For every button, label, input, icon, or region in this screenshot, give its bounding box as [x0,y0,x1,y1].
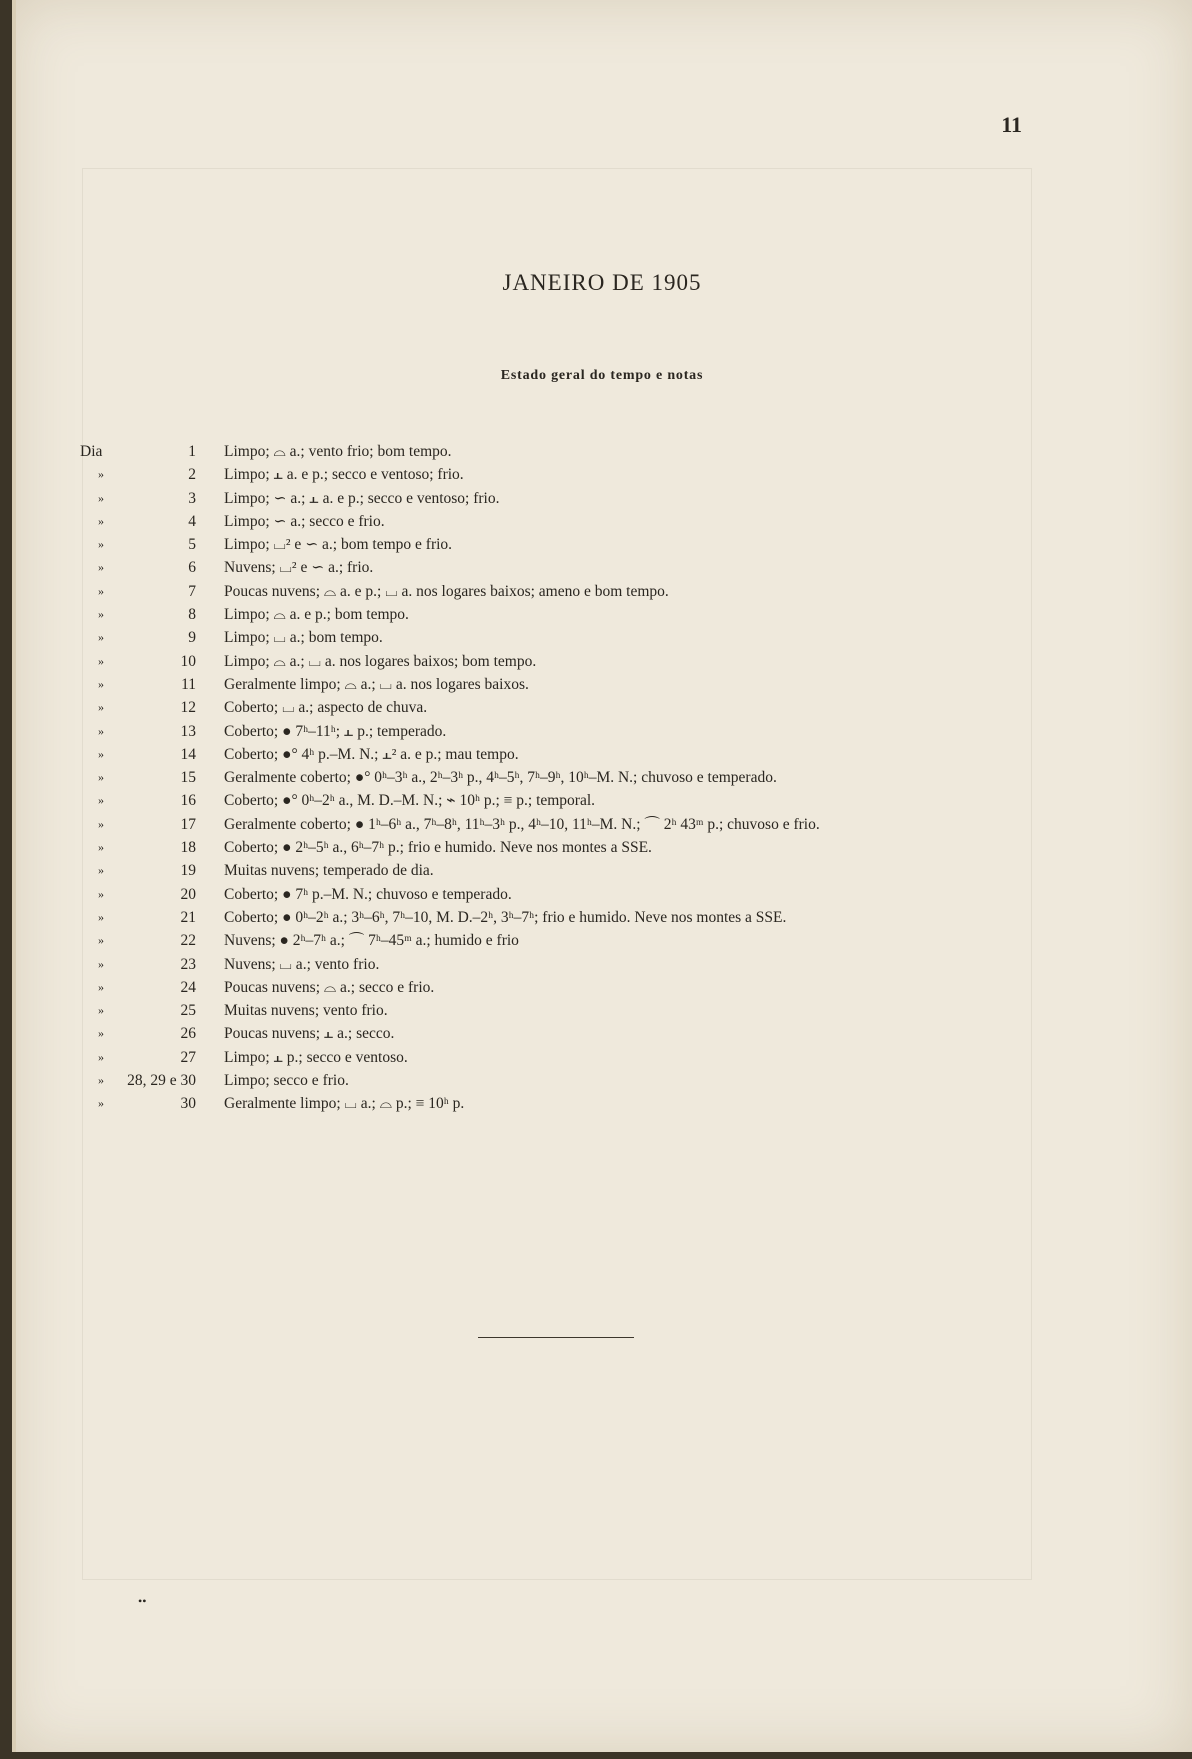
day-number: 8 [188,606,196,624]
day-number: 15 [180,769,196,787]
weather-note: Geralmente coberto; ● 1ʰ–6ʰ a., 7ʰ–8ʰ, 11ʰ–3ʰ p., 4ʰ–10, 11ʰ–M. N.; ⌒ 2ʰ 43ᵐ p.; chuvoso e frio. [224,815,820,833]
stray-dots: •• [138,1594,147,1608]
weather-note: Muitas nuvens; vento frio. [224,1002,388,1020]
ditto-mark: » [98,560,104,575]
list-item [12,976,1192,999]
list-item [12,789,1192,812]
weather-note: Coberto; ⌴ a.; aspecto de chuva. [224,699,428,717]
list-item [12,673,1192,696]
day-number: 19 [180,862,196,880]
weather-note: Limpo; ⫠ p.; secco e ventoso. [224,1048,408,1066]
day-number: 4 [188,512,196,530]
day-number: 9 [188,629,196,647]
list-item [12,859,1192,882]
entries-list [12,440,1192,1116]
ditto-mark: » [98,793,104,808]
weather-note: Coberto; ● 2ʰ–5ʰ a., 6ʰ–7ʰ p.; frio e humido. Neve nos montes a SSE. [224,839,652,857]
weather-note: Coberto; ●° 0ʰ–2ʰ a., M. D.–M. N.; ⌁ 10ʰ p.; ≡ p.; temporal. [224,792,596,810]
ditto-mark: » [98,863,104,878]
weather-note: Limpo; ⌴ a.; bom tempo. [224,629,383,647]
ditto-mark: » [98,630,104,645]
weather-note: Muitas nuvens; temperado de dia. [224,862,434,880]
list-item [12,743,1192,766]
day-number: 2 [188,466,196,484]
weather-note: Limpo; ⌓ a.; ⌴ a. nos logares baixos; bom tempo. [224,652,537,670]
list-item [12,650,1192,673]
day-number: 16 [180,792,196,810]
ditto-mark: » [98,676,104,691]
day-number: 10 [180,652,196,670]
list-item [12,626,1192,649]
day-number: 18 [180,839,196,857]
day-number: 3 [188,489,196,507]
list-item [12,999,1192,1022]
ditto-mark: » [98,933,104,948]
ditto-mark: » [98,583,104,598]
page-number: 11 [1001,112,1022,137]
list-item [12,440,1192,463]
ditto-mark: » [98,840,104,855]
ditto-mark: » [98,1096,104,1111]
list-item [12,1069,1192,1092]
list-item [12,696,1192,719]
day-number: 23 [180,955,196,973]
weather-note: Coberto; ● 0ʰ–2ʰ a.; 3ʰ–6ʰ, 7ʰ–10, M. D.–2ʰ, 3ʰ–7ʰ; frio e humido. Neve nos montes a SSE. [224,908,787,926]
ditto-mark: » [98,770,104,785]
weather-note: Limpo; ⫠ a. e p.; secco e ventoso; frio. [224,466,464,484]
weather-note: Nuvens; ● 2ʰ–7ʰ a.; ⌒ 7ʰ–45ᵐ a.; humido e frio [224,932,519,950]
list-item [12,463,1192,486]
ditto-mark: » [98,723,104,738]
ditto-mark: » [98,1049,104,1064]
list-item [12,603,1192,626]
list-item [12,836,1192,859]
list-item [12,720,1192,743]
weather-note: Limpo; ⌴² e ∽ a.; bom tempo e frio. [224,536,453,554]
weather-note: Limpo; secco e frio. [224,1072,349,1090]
list-item [12,813,1192,836]
weather-note: Nuvens; ⌴² e ∽ a.; frio. [224,559,374,577]
day-number: 6 [188,559,196,577]
list-item [12,1092,1192,1115]
ditto-mark: » [98,537,104,552]
ditto-mark: » [98,956,104,971]
weather-note: Geralmente limpo; ⌓ a.; ⌴ a. nos logares baixos. [224,675,529,693]
weather-note: Coberto; ●° 4ʰ p.–M. N.; ⫠² a. e p.; mau tempo. [224,745,519,763]
weather-note: Geralmente limpo; ⌴ a.; ⌓ p.; ≡ 10ʰ p. [224,1095,465,1113]
weather-note: Limpo; ⌓ a. e p.; bom tempo. [224,606,409,624]
day-number: 7 [188,582,196,600]
list-item [12,533,1192,556]
list-item [12,580,1192,603]
day-number: 22 [180,932,196,950]
weather-note: Poucas nuvens; ⫠ a.; secco. [224,1025,395,1043]
ditto-mark: » [98,700,104,715]
weather-note: Geralmente coberto; ●° 0ʰ–3ʰ a., 2ʰ–3ʰ p., 4ʰ–5ʰ, 7ʰ–9ʰ, 10ʰ–M. N.; chuvoso e temperado. [224,769,777,787]
ditto-mark: » [98,886,104,901]
day-number: 27 [180,1048,196,1066]
weather-note: Coberto; ● 7ʰ p.–M. N.; chuvoso e temperado. [224,885,512,903]
page-title: JANEIRO DE 1905 [502,270,702,295]
ditto-mark: » [98,467,104,482]
day-number: 24 [180,978,196,996]
list-item [12,1046,1192,1069]
weather-note: Limpo; ∽ a.; secco e frio. [224,512,385,530]
day-number: 26 [180,1025,196,1043]
day-number: 30 [180,1095,196,1113]
list-item [12,766,1192,789]
weather-note: Limpo; ⌓ a.; vento frio; bom tempo. [224,443,452,460]
ditto-mark: » [98,1003,104,1018]
dia-label: Dia [80,443,103,460]
weather-note: Limpo; ∽ a.; ⫠ a. e p.; secco e ventoso; frio. [224,489,500,507]
day-number: 12 [180,699,196,717]
ditto-mark: » [98,746,104,761]
document-page [12,0,1192,1752]
day-number: 17 [180,815,196,833]
list-item [12,487,1192,510]
day-number: 11 [181,675,196,693]
list-item [12,906,1192,929]
list-item [12,883,1192,906]
day-number: 13 [180,722,196,740]
day-number: 21 [180,908,196,926]
ditto-mark: » [98,909,104,924]
list-item [12,510,1192,533]
closing-rule [478,1337,634,1338]
day-number: 25 [180,1002,196,1020]
day-number: 5 [188,536,196,554]
list-item [12,929,1192,952]
ditto-mark: » [98,1073,104,1088]
ditto-mark: » [98,1026,104,1041]
list-item [12,1022,1192,1045]
weather-note: Nuvens; ⌴ a.; vento frio. [224,955,380,973]
day-number: 1 [188,443,196,460]
ditto-mark: » [98,979,104,994]
day-number: 28, 29 e 30 [127,1072,196,1090]
weather-note: Poucas nuvens; ⌓ a. e p.; ⌴ a. nos logares baixos; ameno e bom tempo. [224,582,669,600]
ditto-mark: » [98,513,104,528]
ditto-mark: » [98,816,104,831]
list-item [12,953,1192,976]
day-number: 14 [180,745,196,763]
list-item [12,556,1192,579]
ditto-mark: » [98,653,104,668]
day-number: 20 [180,885,196,903]
weather-note: Poucas nuvens; ⌓ a.; secco e frio. [224,978,435,996]
weather-note: Coberto; ● 7ʰ–11ʰ; ⫠ p.; temperado. [224,722,447,740]
section-subtitle: Estado geral do tempo e notas [500,368,704,383]
ditto-mark: » [98,607,104,622]
ditto-mark: » [98,490,104,505]
